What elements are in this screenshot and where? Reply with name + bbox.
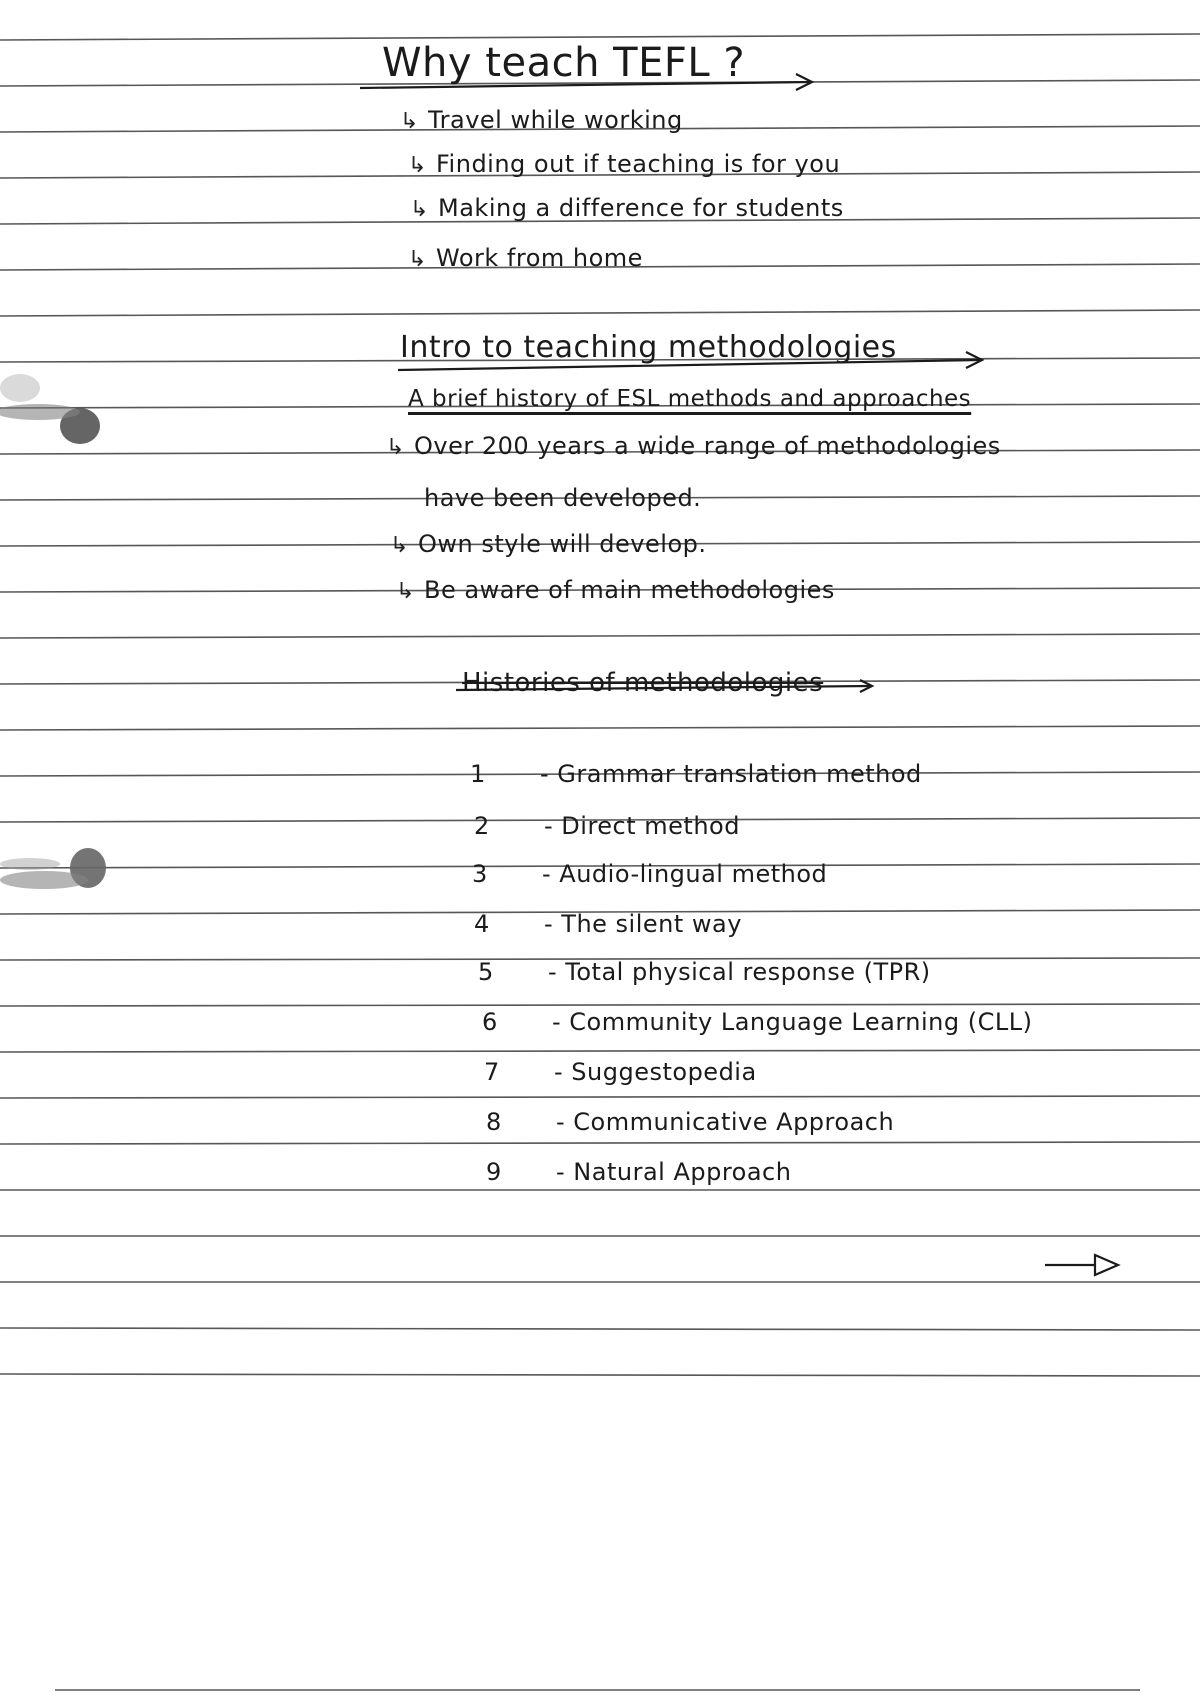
- method-number: 9: [486, 1158, 502, 1186]
- method-list-item: [472, 860, 827, 888]
- hooked-arrow-icon: ↳: [410, 197, 429, 222]
- intro-title: Intro to teaching methodologies: [400, 330, 897, 365]
- intro-item: [386, 432, 1001, 460]
- method-number: 4: [474, 910, 490, 938]
- why-item: [408, 244, 643, 272]
- method-label: - Natural Approach: [556, 1158, 792, 1186]
- method-number: 6: [482, 1008, 498, 1036]
- intro-item: [390, 530, 706, 558]
- why-item-label: Making a difference for students: [438, 194, 844, 222]
- method-list-item: [484, 1058, 757, 1086]
- method-number: 1: [470, 760, 486, 788]
- method-number: 7: [484, 1058, 500, 1086]
- arrow-right-icon: [1045, 1255, 1118, 1275]
- intro-item: [396, 576, 835, 604]
- method-label: - The silent way: [544, 910, 742, 938]
- hooked-arrow-icon: ↳: [408, 247, 427, 272]
- why-item: [408, 150, 840, 178]
- method-number: 2: [474, 812, 490, 840]
- intro-subtitle: A brief history of ESL methods and approaches: [408, 386, 972, 412]
- why-item-label: Finding out if teaching is for you: [436, 150, 841, 178]
- method-list-item: [470, 760, 922, 788]
- hooked-arrow-icon: ↳: [390, 533, 409, 558]
- method-list-item: [478, 958, 931, 986]
- why-title: Why teach TEFL ?: [382, 40, 746, 86]
- histories-title: Histories of methodologies: [462, 668, 824, 698]
- method-list-item: [474, 910, 742, 938]
- intro-continuation: have been developed.: [424, 484, 702, 512]
- method-label: - Community Language Learning (CLL): [552, 1008, 1033, 1036]
- why-item-label: Travel while working: [428, 106, 683, 134]
- method-list-item: [474, 812, 740, 840]
- hooked-arrow-icon: ↳: [400, 109, 419, 134]
- why-item-label: Work from home: [436, 244, 643, 272]
- why-item: [410, 194, 844, 222]
- method-label: - Suggestopedia: [554, 1058, 757, 1086]
- hooked-arrow-icon: ↳: [408, 153, 427, 178]
- method-label: - Total physical response (TPR): [548, 958, 931, 986]
- method-label: - Communicative Approach: [556, 1108, 895, 1136]
- intro-item-label: Over 200 years a wide range of methodologies: [414, 432, 1001, 460]
- method-number: 5: [478, 958, 494, 986]
- method-label: - Grammar translation method: [540, 760, 922, 788]
- method-label: - Direct method: [544, 812, 740, 840]
- method-list-item: [482, 1008, 1032, 1036]
- method-list-item: [486, 1108, 894, 1136]
- intro-item-label: Be aware of main methodologies: [424, 576, 835, 604]
- intro-item-label: Own style will develop.: [418, 530, 707, 558]
- method-number: 3: [472, 860, 488, 888]
- why-item: [400, 106, 683, 134]
- method-number: 8: [486, 1108, 502, 1136]
- method-label: - Audio-lingual method: [542, 860, 828, 888]
- hooked-arrow-icon: ↳: [386, 435, 405, 460]
- punch-hole-top: [0, 374, 100, 444]
- hooked-arrow-icon: ↳: [396, 579, 415, 604]
- method-list-item: [486, 1158, 791, 1186]
